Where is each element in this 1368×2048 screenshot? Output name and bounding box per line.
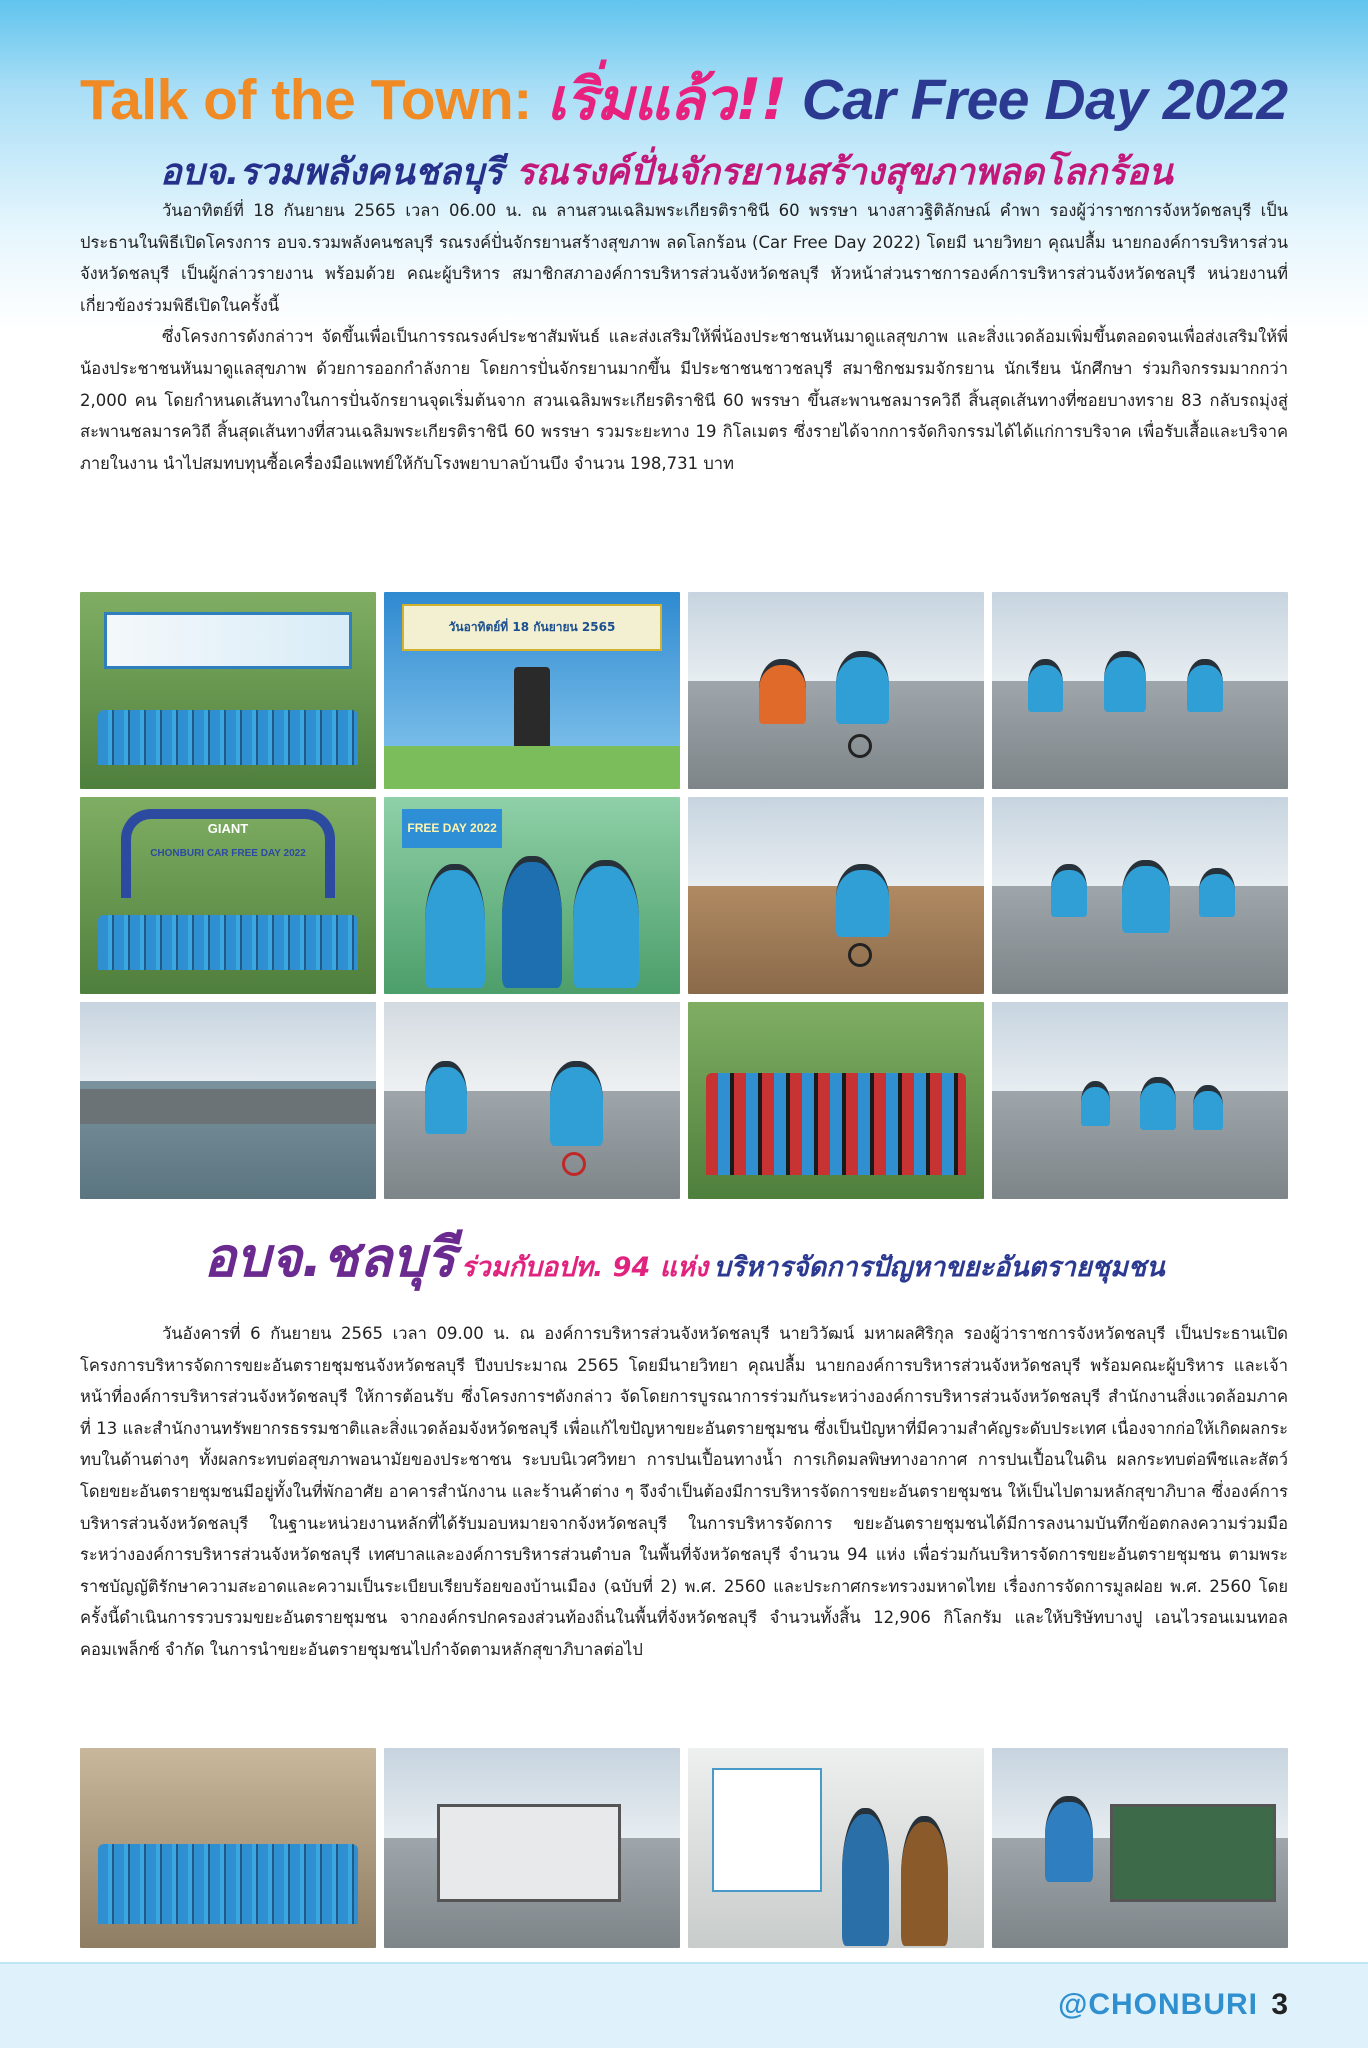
article1-paragraph-1: วันอาทิตย์ที่ 18 กันยายน 2565 เวลา 06.00 น. ณ ลานสวนเฉลิมพระเกียรติราชินี 60 พรรษา นางสาวฐิติลักษณ์ คำพา รองผู้ว่าราชการจังหวัดชลบุรี เป็นประธานในพิธีเปิดโครงการ อบจ.รวมพลังคนชลบุรี รณรงค์ปั่นจักรยานสร้างสุขภาพ ลดโลกร้อน (Car Free Day 2022) โดยมี นายวิทยา คุณปลื้ม นายกองค์การบริหารส่วนจังหวัดชลบุรี เป็นผู้กล่าวรายงาน พร้อมด้วย คณะผู้บริหาร สมาชิกสภาองค์การบริหารส่วนจังหวัดชลบุรี หัวหน้าส่วนราชการองค์การบริหารส่วนจังหวัดชลบุรี หน่วยงานที่เกี่ยวข้องร่วมพิธีเปิดในครั้งนี้ — [80, 201, 1288, 315]
photo-award-handover — [384, 797, 680, 994]
group-of-people — [98, 710, 359, 765]
photo-exhibition-board — [688, 1748, 984, 1948]
article1-paragraph-2: ซึ่งโครงการดังกล่าวฯ จัดขึ้นเพื่อเป็นการรณรงค์ประชาสัมพันธ์ และส่งเสริมให้พี่น้องประชาชนหันมาดูแลสุขภาพ และสิ่งแวดล้อมเพิ่มขึ้นตลอดจนเพื่อส่งเสริมให้พี่น้องประชาชนหันมาดูแลสุขภาพ ด้วยการออกกำลังกาย โดยการปั่นจักรยานมากขึ้น มีประชาชนชาวชลบุรี สมาชิกชมรมจักรยาน นักเรียน นักศึกษา ร่วมกิจกรรมมากกว่า 2,000 คน โดยกำหนดเส้นทางในการปั่นจักรยานจุดเริ่มต้นจาก สวนเฉลิมพระเกียรติราชินี 60 พรรษา ขึ้นสะพานชลมารควิถี สิ้นสุดเส้นทางที่ซอยบางทราย 83 กลับรถมุ่งสู่สะพานชลมารควิถี สิ้นสุดเส้นทางที่สวนเฉลิมพระเกียรติราชินี 60 พรรษา รวมระยะทาง 19 กิโลเมตร ซึ่งรายได้จากการจัดกิจกรรมได้ได้แก่การบริจาค เพื่อรับเสื้อและบริจาคภายในงาน นำไปสมทบทุนซื้อเครื่องมือแพทย์ให้กับโรงพยาบาลบ้านบึง จำนวน 198,731 บาท — [80, 327, 1288, 473]
section-2-title — [80, 1218, 1288, 1298]
free-day-sign: FREE DAY 2022 — [402, 809, 503, 848]
title-talk-of-the-town: Talk of the Town: — [80, 68, 532, 132]
title-started: เริ่มแล้ว!! — [547, 67, 787, 133]
photo-cyclists-bridge-road — [992, 1002, 1288, 1199]
photo-cyclists-road-3 — [992, 797, 1288, 994]
arch-brand: GIANT — [207, 820, 249, 836]
photo-bridge-over-water — [80, 1002, 376, 1199]
photo-podium-speech — [384, 592, 680, 789]
photo-cyclists-sign — [384, 1002, 680, 1199]
exhibition-board — [712, 1768, 823, 1892]
photo-group-stage — [80, 592, 376, 789]
footer-handle: @CHONBURI — [1058, 1988, 1258, 2021]
photo-gallery-car-free-day — [80, 592, 1288, 1199]
truck — [437, 1804, 621, 1902]
photo-gallery-hazardous-waste — [80, 1748, 1288, 1948]
article-hazardous-waste — [80, 1318, 1288, 1666]
photo-loading-waste — [992, 1748, 1288, 1948]
page-subtitle — [160, 145, 1173, 201]
stage-backdrop — [104, 612, 353, 669]
section2-title-part-1: อบจ.ชลบุรี — [203, 1226, 456, 1289]
title-car-free-day: Car Free Day 2022 — [801, 68, 1288, 132]
bicycle-wheel — [848, 734, 872, 758]
article-car-free-day — [80, 195, 1288, 479]
photo-bikeway-pier — [688, 797, 984, 994]
photo-cyclist-group — [688, 1002, 984, 1199]
photo-waste-trucks — [384, 1748, 680, 1948]
bridge — [80, 1089, 376, 1124]
arch-label: CHONBURI CAR FREE DAY 2022 — [150, 848, 306, 860]
article2-paragraph-1: วันอังคารที่ 6 กันยายน 2565 เวลา 09.00 น. ณ องค์การบริหารส่วนจังหวัดชลบุรี นายวิวัฒน์ มหาผลศิริกุล รองผู้ว่าราชการจังหวัดชลบุรี เป็นประธานเปิดโครงการบริหารจัดการขยะอันตรายชุมชนจังหวัดชลบุรี ปีงบประมาณ 2565 โดยมีนายวิทยา คุณปลื้ม นายกองค์การบริหารส่วนจังหวัดชลบุรี พร้อมคณะผู้บริหาร และเจ้าหน้าที่องค์การบริหารส่วนจังหวัดชลบุรี ให้การต้อนรับ ซึ่งโครงการฯดังกล่าว จัดโดยการบูรณาการร่วมกันระหว่างองค์การบริหารส่วนจังหวัดชลบุรี สำนักงานสิ่งแวดล้อมภาคที่ 13 และสำนักงานทรัพยากรธรรมชาติและสิ่งแวดล้อมจังหวัดชลบุรี เพื่อแก้ไขปัญหาขยะอันตรายชุมชน ซึ่งเป็นปัญหาที่มีความสำคัญระดับประเทศ เนื่องจากก่อให้เกิดผลกระทบในด้านต่างๆ ทั้งผลกระทบต่อสุขภาพอนามัยของประชาชน ระบบนิเวศวิทยา การปนเปื้อนทางน้ำ การเกิดมลพิษทางอากาศ การปนเปื้อนในดิน ผลกระทบต่อพืชและสัตว์ โดยขยะอันตรายชุมชนมีอยู่ทั้งในที่พักอาศัย อาคารสำนักงาน และร้านค้าต่าง ๆ จึงจำเป็นต้องมีการบริหารจัดการขยะอันตรายชุมชน ให้เป็นไปตามหลักสุขาภิบาล ซึ่งองค์การบริหารส่วนจังหวัดชลบุรี ในฐานะหน่วยงานหลักที่ได้รับมอบหมายจากจังหวัดชลบุรี ในการบริหารจัดการ ขยะอันตรายชุมชนได้มีการลงนามบันทึกข้อตกลงความร่วมมือ ระหว่างองค์การบริหารส่วนจังหวัดชลบุรี เทศบาลและองค์การบริหารส่วนตำบล ในพื้นที่จังหวัดชลบุรี จำนวน 94 แห่ง เพื่อร่วมกันบริหารจัดการขยะอันตรายชุมชน ตามพระราชบัญญัติรักษาความสะอาดและความเป็นระเบียบเรียบร้อยของบ้านเมือง (ฉบับที่ 2) พ.ศ. 2560 และประกาศกระทรวงมหาดไทย เรื่องการจัดการมูลฝอย พ.ศ. 2560 โดยครั้งนี้ดำเนินการรวบรวมขยะอันตรายชุมชน จากองค์กรปกครองส่วนท้องถิ่นในพื้นที่จังหวัดชลบุรี จำนวนทั้งสิ้น 12,906 กิโลกรัม และให้บริษัทบางปู เอนไวรอนเมนทอล คอมเพล็กซ์ จำกัด ในการนำขยะอันตรายชุมชนไปกำจัดตามหลักสุขาภิบาลต่อไป — [80, 1324, 1288, 1659]
photo-cyclists-road-2 — [992, 592, 1288, 789]
event-banner: วันอาทิตย์ที่ 18 กันยายน 2565 — [402, 604, 663, 651]
section2-title-part-2: ร่วมกับอปท. 94 แห่ง — [460, 1252, 709, 1283]
cyclist — [836, 651, 889, 724]
section2-title-part-3: บริหารจัดการปัญหาขยะอันตรายชุมชน — [713, 1252, 1165, 1283]
cyclist — [759, 659, 806, 724]
page-number: 3 — [1271, 1988, 1288, 2021]
page-title — [80, 60, 1288, 140]
photo-group-ceremony — [80, 1748, 376, 1948]
plants — [384, 746, 680, 789]
subtitle-part-2: รณรงค์ปั่นจักรยานสร้างสุขภาพลดโลกร้อน — [515, 152, 1173, 193]
photo-start-arch — [80, 797, 376, 994]
subtitle-part-1: อบจ.รวมพลังคนชลบุรี — [160, 152, 504, 193]
photo-cyclists-road-1 — [688, 592, 984, 789]
